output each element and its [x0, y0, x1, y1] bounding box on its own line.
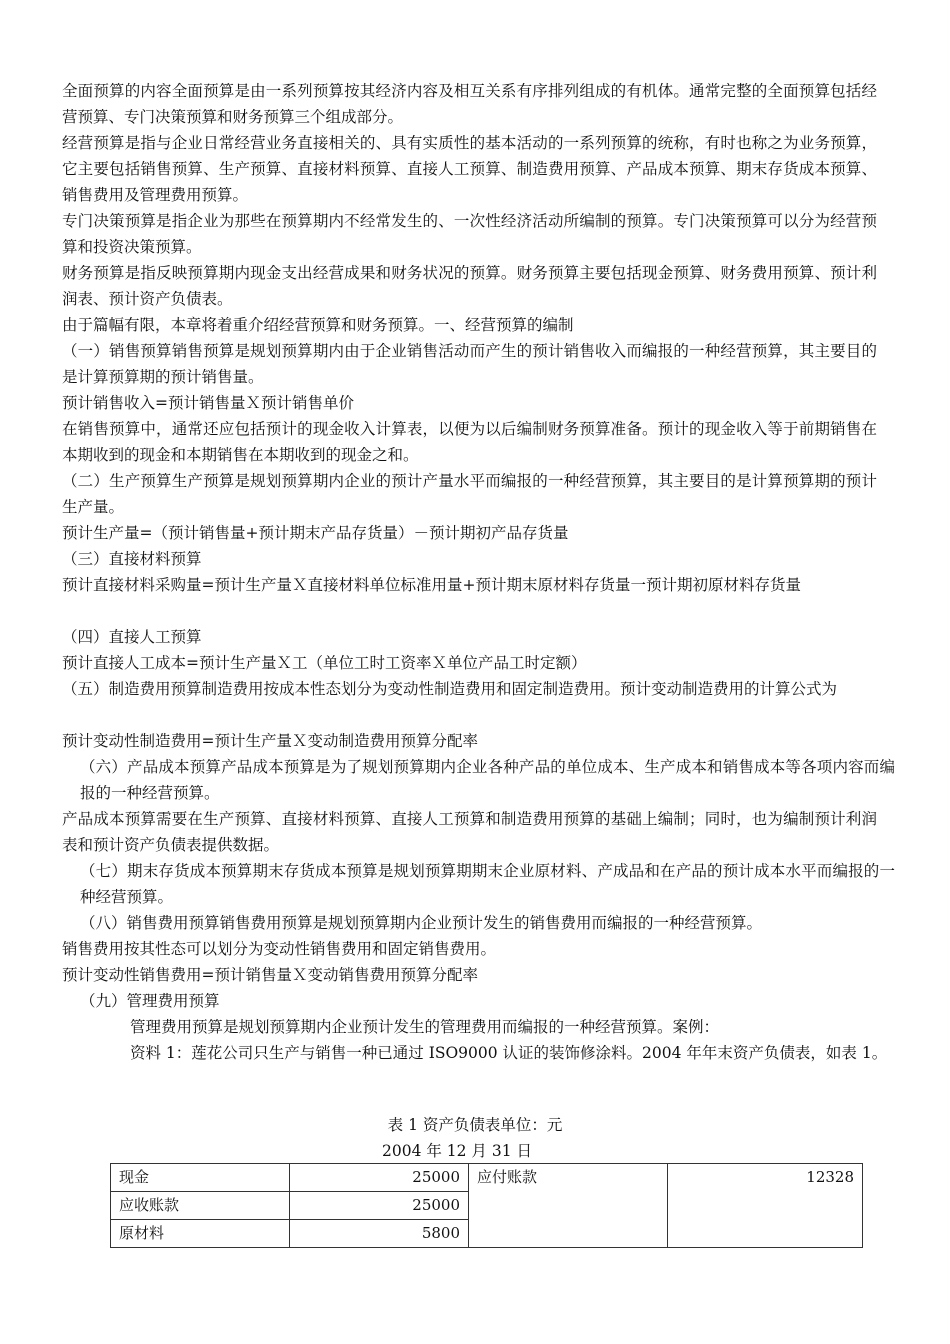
asset-value-cell: 25000 — [290, 1192, 469, 1220]
heading-admin-expense: （九）管理费用预算 — [80, 992, 220, 1010]
paragraph-overhead-budget: （五）制造费用预算制造费用按成本性态划分为变动性制造费用和固定制造费用。预计变动制造费用的计算公式为 — [62, 680, 838, 698]
formula-direct-materials: 预计直接材料采购量=预计生产量Ｘ直接材料单位标准用量+预计期末原材料存货量一预计期初原材料存货量 — [62, 576, 801, 594]
paragraph-selling-expense-budget: （八）销售费用预算销售费用预算是规划预算期内企业预计发生的销售费用而编报的一种经营预算。 — [80, 914, 763, 932]
liability-cell: 应付账款 — [469, 1164, 668, 1248]
asset-cell: 原材料 — [111, 1220, 290, 1248]
paragraph-ending-inventory-budget: （七）期末存货成本预算期末存货成本预算是规划预算期期末企业原材料、产成品和在产品的预计成本水平而编报的一种经营预算。 — [80, 862, 895, 906]
paragraph-cash-receipts: 在销售预算中，通常还应包括预计的现金收入计算表，以便为以后编制财务预算准备。预计的现金收入等于前期销售在本期收到的现金和本期销售在本期收到的现金之和。 — [62, 420, 877, 464]
paragraph-sales-budget: （一）销售预算销售预算是规划预算期内由于企业销售活动而产生的预计销售收入而编报的一种经营预算，其主要目的是计算预算期的预计销售量。 — [62, 342, 877, 386]
paragraph-special-decision-budget: 专门决策预算是指企业为那些在预算期内不经常发生的、一次性经济活动所编制的预算。专门决策预算可以分为经营预算和投资决策预算。 — [62, 212, 877, 256]
asset-cell: 现金 — [111, 1164, 290, 1192]
asset-value-cell: 5800 — [290, 1220, 469, 1248]
formula-variable-overhead: 预计变动性制造费用=预计生产量Ｘ变动制造费用预算分配率 — [62, 732, 478, 750]
formula-production-volume: 预计生产量=（预计销售量+预计期末产品存货量）－预计期初产品存货量 — [62, 524, 569, 542]
paragraph-case-data-1: 资料 1：莲花公司只生产与销售一种已通过 ISO9000 认证的装饰修涂料。2004 年年末资产负债表，如表 1。 — [130, 1044, 888, 1062]
heading-direct-labor: （四）直接人工预算 — [62, 628, 202, 646]
paragraph-product-cost-basis: 产品成本预算需要在生产预算、直接材料预算、直接人工预算和制造费用预算的基础上编制；同时，也为编制预计利润表和预计资产负债表提供数据。 — [62, 810, 877, 854]
paragraph-admin-expense-case: 管理费用预算是规划预算期内企业预计发生的管理费用而编报的一种经营预算。案例： — [130, 1018, 720, 1036]
paragraph-chapter-intro: 由于篇幅有限，本章将着重介绍经营预算和财务预算。一、经营预算的编制 — [62, 316, 574, 334]
table-row — [111, 1164, 863, 1192]
paragraph-operating-budget: 经营预算是指与企业日常经营业务直接相关的、具有实质性的基本活动的一系列预算的统称，有时也称之为业务预算，它主要包括销售预算、生产预算、直接材料预算、直接人工预算、制造费用预算、产品成本预算、期末存货成本预算、销售费用及管理费用预算。 — [62, 134, 877, 204]
formula-sales-revenue: 预计销售收入=预计销售量Ｘ预计销售单价 — [62, 394, 354, 412]
paragraph-selling-expense-types: 销售费用按其性态可以划分为变动性销售费用和固定销售费用。 — [62, 940, 497, 958]
paragraph-overview: 全面预算的内容全面预算是由一系列预算按其经济内容及相互关系有序排列组成的有机体。通常完整的全面预算包括经营预算、专门决策预算和财务预算三个组成部分。 — [62, 82, 877, 126]
table-caption: 表 1 资产负债表单位：元 — [387, 1116, 563, 1134]
paragraph-production-budget: （二）生产预算生产预算是规划预算期内企业的预计产量水平而编报的一种经营预算，其主要目的是计算预算期的预计生产量。 — [62, 472, 877, 516]
table-date: 2004 年 12 月 31 日 — [381, 1142, 533, 1160]
formula-direct-labor: 预计直接人工成本=预计生产量Ｘ工（单位工时工资率Ｘ单位产品工时定额） — [62, 654, 587, 672]
formula-variable-selling-expense: 预计变动性销售费用=预计销售量Ｘ变动销售费用预算分配率 — [62, 966, 478, 984]
asset-cell: 应收账款 — [111, 1192, 290, 1220]
liability-value-cell: 12328 — [668, 1164, 863, 1248]
paragraph-product-cost-budget: （六）产品成本预算产品成本预算是为了规划预算期内企业各种产品的单位成本、生产成本和销售成本等各项内容而编报的一种经营预算。 — [80, 758, 895, 802]
paragraph-financial-budget: 财务预算是指反映预算期内现金支出经营成果和财务状况的预算。财务预算主要包括现金预算、财务费用预算、预计利润表、预计资产负债表。 — [62, 264, 877, 308]
asset-value-cell: 25000 — [290, 1164, 469, 1192]
balance-sheet-table — [110, 1163, 863, 1248]
heading-direct-materials: （三）直接材料预算 — [62, 550, 202, 568]
